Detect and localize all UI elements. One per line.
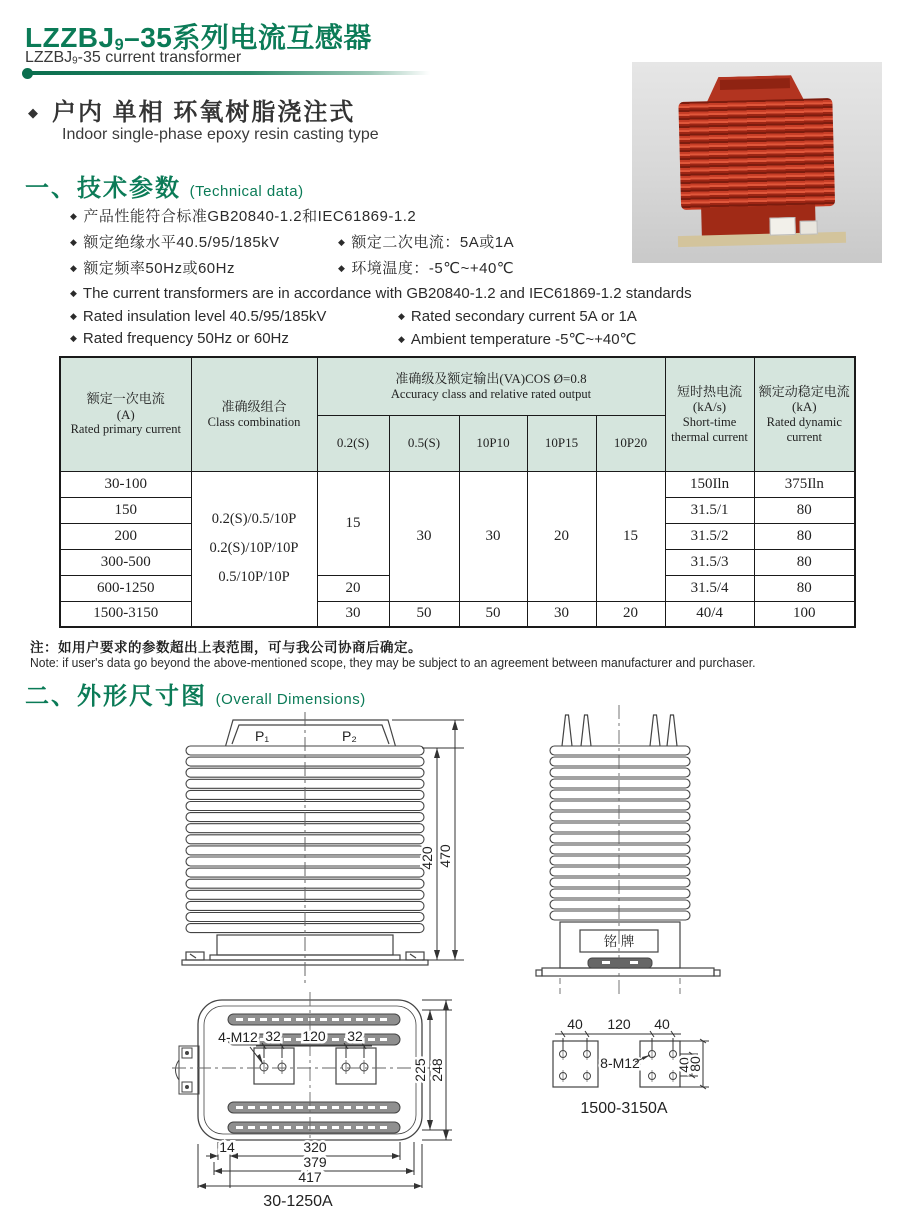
table-cell: 30 <box>527 601 596 627</box>
list-item: ◆ 额定二次电流：5A或1A <box>338 234 515 251</box>
svg-text:80: 80 <box>687 1056 703 1072</box>
list-item: ◆ Rated frequency 50Hz or 60Hz <box>70 330 289 347</box>
svg-text:225: 225 <box>412 1058 428 1082</box>
table-cell: 600-1250 <box>60 575 191 601</box>
table-cell: 30 <box>317 601 389 627</box>
nameplate-label: 铭 牌 <box>603 934 635 949</box>
transformer-terminal-block <box>720 78 790 90</box>
pad-pattern-drawing <box>540 1008 770 1126</box>
diamond-bullet-icon: ◆ <box>398 334 405 345</box>
table-header-cell: 短时热电流(kA/s) Short-time thermal current <box>665 357 754 471</box>
table-cell: 50 <box>459 601 527 627</box>
terminal-label-p1: P₁ <box>255 728 270 744</box>
side-view-drawing <box>522 700 772 1000</box>
table-cell: 80 <box>754 497 855 523</box>
table-header-cell: 10P20 <box>596 415 665 471</box>
table-cell: 80 <box>754 549 855 575</box>
section1-heading: 一、技术参数 (Technical data) <box>25 175 304 202</box>
table-header-cell: 0.2(S) <box>317 415 389 471</box>
section2-heading: 二、外形尺寸图 (Overall Dimensions) <box>25 683 366 710</box>
table-cell: 31.5/2 <box>665 523 754 549</box>
table-header-cell: 准确级及额定输出(VA)COS Ø=0.8 Accuracy class and relative rated output <box>317 357 665 415</box>
terminal-pads <box>254 1048 376 1084</box>
list-item: ◆ The current transformers are in accordance with GB20840-1.2 and IEC61869-1.2 standards <box>70 285 692 302</box>
table-cell: 80 <box>754 575 855 601</box>
table-cell: 31.5/4 <box>665 575 754 601</box>
note-en: Note: if user's data go beyond the above-mentioned scope, they may be subject to an agreement between manufacturer and purchaser. <box>30 655 756 670</box>
caption-1500-3150A: 1500-3150A <box>580 1100 668 1117</box>
svg-text:14: 14 <box>219 1139 235 1155</box>
table-cell: 30 <box>389 471 459 601</box>
table-cell: 30-100 <box>60 471 191 497</box>
table-cell: 15 <box>596 471 665 601</box>
diamond-bullet-icon: ◆ <box>70 288 77 299</box>
table-header-cell: 0.5(S) <box>389 415 459 471</box>
page-subtitle: LZZBJ9-35 current transformer <box>25 49 242 67</box>
svg-text:40: 40 <box>676 1057 692 1073</box>
svg-text:379: 379 <box>303 1154 327 1170</box>
diamond-bullet-icon: ◆ <box>70 311 77 322</box>
note-zh: 注：如用户要求的参数超出上表范围，可与我公司协商后确定。 <box>30 640 422 655</box>
divider-line <box>30 71 430 75</box>
front-view-drawing <box>170 708 480 1003</box>
svg-text:120: 120 <box>302 1028 326 1044</box>
table-cell: 50 <box>389 601 459 627</box>
table-header-cell: 准确级组合 Class combination <box>191 357 317 471</box>
table-cell: 300-500 <box>60 549 191 575</box>
diamond-bullet-icon: ◆ <box>338 263 346 274</box>
product-type-heading: ◆ 户内 单相 环氧树脂浇注式 <box>28 99 356 126</box>
list-item: ◆ 额定绝缘水平40.5/95/185kV <box>70 234 280 251</box>
top-cap-outline <box>225 720 396 748</box>
dim-470: 470 <box>437 844 453 868</box>
table-cell: 0.2(S)/0.5/10P 0.2(S)/10P/10P 0.5/10P/10P <box>191 471 317 627</box>
terminal-label-p2: P₂ <box>342 728 357 744</box>
svg-text:32: 32 <box>265 1028 281 1044</box>
diamond-bullet-icon: ◆ <box>70 333 77 344</box>
table-cell: 150Iln <box>665 471 754 497</box>
svg-text:320: 320 <box>303 1139 327 1155</box>
list-item: ◆ 环境温度：-5℃~+40℃ <box>338 260 515 277</box>
table-cell: 200 <box>60 523 191 549</box>
svg-text:32: 32 <box>347 1028 363 1044</box>
bolt-label: 4-M12 <box>218 1029 258 1045</box>
svg-text:417: 417 <box>298 1169 322 1185</box>
dim-420: 420 <box>419 846 435 870</box>
mount-bar <box>588 958 652 968</box>
table-cell: 150 <box>60 497 191 523</box>
terminal-prongs <box>562 715 677 746</box>
product-photo <box>632 62 882 263</box>
diamond-bullet-icon: ◆ <box>338 237 346 248</box>
svg-text:40: 40 <box>654 1016 670 1032</box>
table-cell: 15 <box>317 471 389 575</box>
bottom-view-drawing <box>170 990 480 1212</box>
table-cell: 31.5/1 <box>665 497 754 523</box>
table-cell: 375Iln <box>754 471 855 497</box>
table-header-cell: 额定动稳定电流 (kA) Rated dynamic current <box>754 357 855 471</box>
table-cell: 20 <box>596 601 665 627</box>
title-subscript: 9 <box>114 35 125 54</box>
svg-text:40: 40 <box>567 1016 583 1032</box>
svg-text:120: 120 <box>607 1016 631 1032</box>
side-view-ribs <box>550 746 690 920</box>
table-header-cell: 额定一次电流 (A) Rated primary current <box>60 357 191 471</box>
diamond-bullet-icon: ◆ <box>398 311 405 322</box>
caption-30-1250A: 30-1250A <box>263 1193 333 1210</box>
transformer-secondary-terminal <box>800 220 818 234</box>
product-type-heading-en: Indoor single-phase epoxy resin casting type <box>62 126 379 143</box>
spec-table <box>59 356 856 628</box>
table-cell: 31.5/3 <box>665 549 754 575</box>
bolt-label: 8-M12 <box>600 1055 640 1071</box>
side-lug <box>176 1046 200 1094</box>
table-cell: 20 <box>317 575 389 601</box>
list-item: ◆ Rated insulation level 40.5/95/185kV <box>70 308 327 325</box>
transformer-image <box>678 74 837 254</box>
svg-text:248: 248 <box>429 1058 445 1082</box>
table-cell: 1500-3150 <box>60 601 191 627</box>
list-item: ◆ 额定频率50Hz或60Hz <box>70 260 235 277</box>
table-header-cell: 10P15 <box>527 415 596 471</box>
table-cell: 20 <box>527 471 596 601</box>
list-item: ◆ Rated secondary current 5A or 1A <box>398 308 637 325</box>
table-cell: 100 <box>754 601 855 627</box>
table-cell: 40/4 <box>665 601 754 627</box>
diamond-bullet-icon: ◆ <box>70 263 78 274</box>
transformer-secondary-terminal <box>769 217 795 236</box>
list-item: ◆ 产品性能符合标准GB20840-1.2和IEC61869-1.2 <box>70 208 417 225</box>
list-item: ◆ Ambient temperature -5℃~+40℃ <box>398 331 637 348</box>
table-cell: 80 <box>754 523 855 549</box>
diamond-bullet-icon: ◆ <box>70 237 78 248</box>
diamond-bullet-icon: ◆ <box>28 104 38 120</box>
page-title: LZZBJ9–35系列电流互感器 <box>25 22 372 54</box>
table-cell: 30 <box>459 471 527 601</box>
transformer-ribs <box>678 98 835 210</box>
table-header-cell: 10P10 <box>459 415 527 471</box>
diamond-bullet-icon: ◆ <box>70 211 78 222</box>
